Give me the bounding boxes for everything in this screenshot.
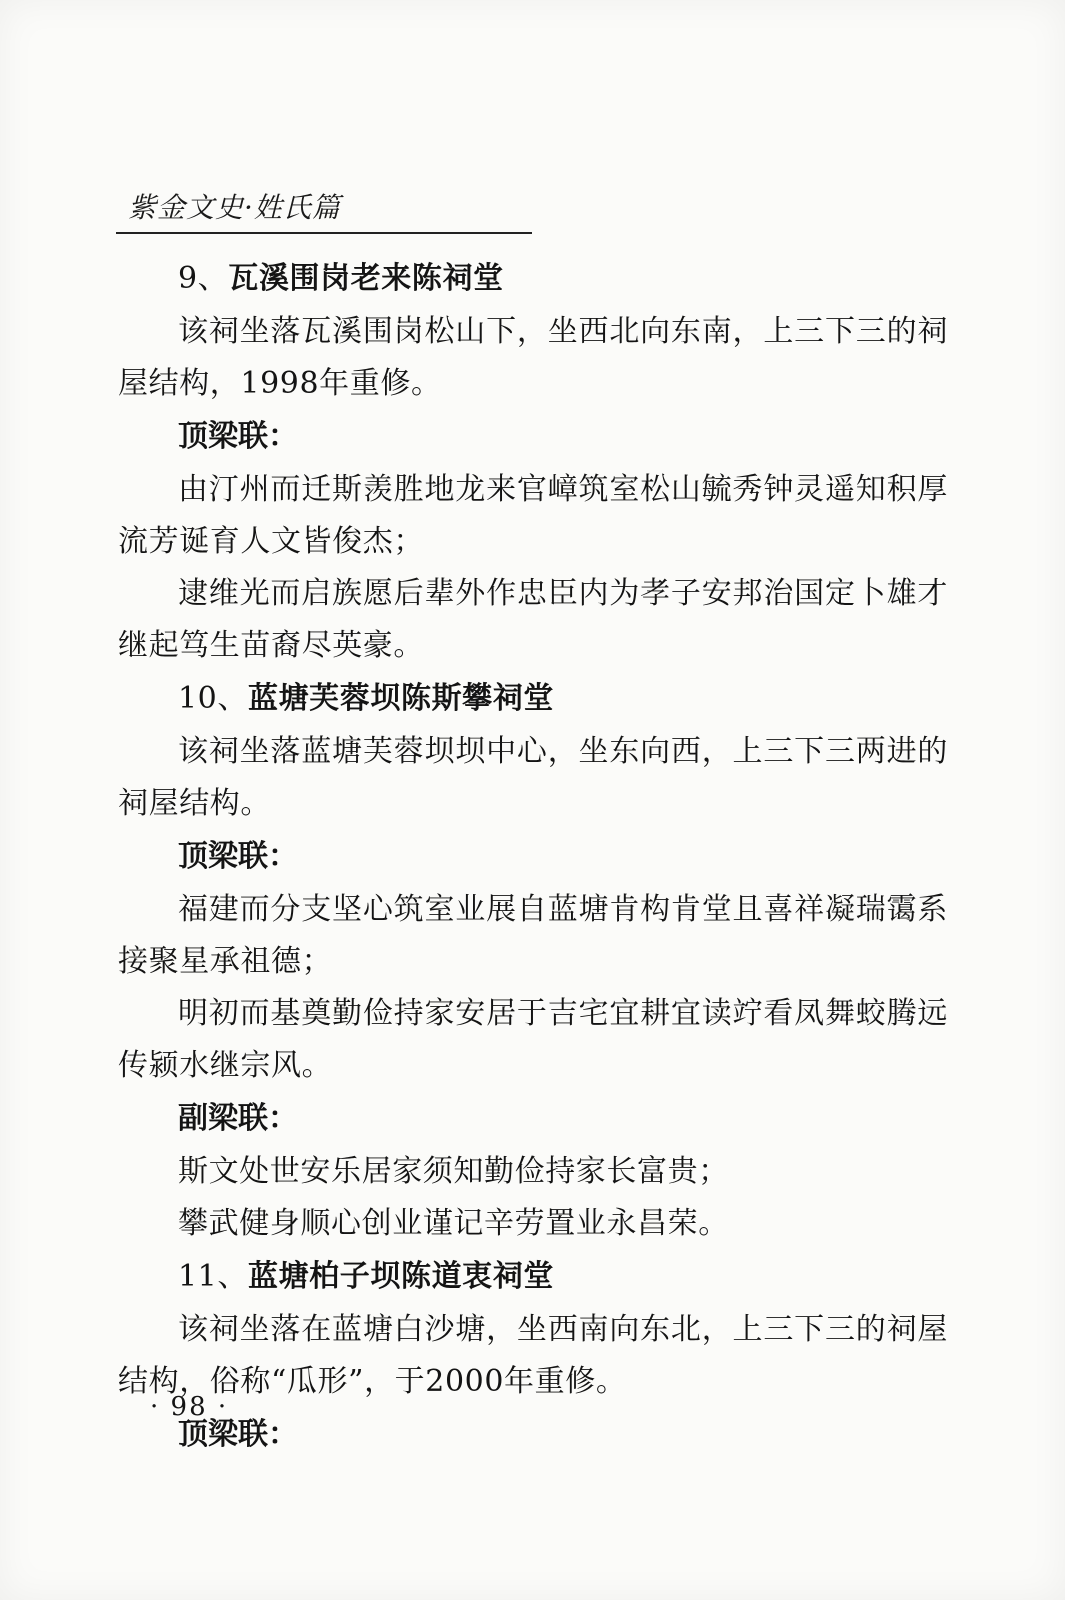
- section-number: 11、: [178, 1259, 248, 1294]
- couplet-line: 明初而基奠勤俭持家安居于吉宅宜耕宜读竚看凤舞蛟腾远传颍水继宗风。: [118, 996, 948, 1083]
- section-number: 9、: [178, 261, 229, 296]
- running-head: 紫金文史·姓氏篇: [128, 191, 341, 224]
- section-title: 蓝塘柏子坝陈道衷祠堂: [247, 1259, 554, 1294]
- couplet-line: 斯文处世安乐居家须知勤俭持家长富贵；: [178, 1154, 729, 1189]
- couplet-line: 逮维光而启族愿后辈外作忠臣内为孝子安邦治国定卜雄才继起笃生苗裔尽英豪。: [118, 576, 948, 663]
- couplet-line: 福建而分支坚心筑室业展自蓝塘肯构肯堂且喜祥凝瑞霭系接聚星承祖德；: [118, 892, 948, 979]
- section-heading: [118, 252, 948, 306]
- header-rule: [116, 232, 532, 234]
- page-number: · 98 ·: [150, 1392, 229, 1422]
- couplet-label: 顶梁联：: [178, 839, 298, 874]
- section-title: 蓝塘芙蓉坝陈斯攀祠堂: [247, 681, 554, 716]
- section-heading: [118, 672, 948, 726]
- page-body: [118, 252, 948, 1462]
- section-heading: [118, 1250, 948, 1304]
- couplet-line: 攀武健身顺心创业谨记辛劳置业永昌荣。: [178, 1206, 729, 1241]
- section-title: 瓦溪围岗老来陈祠堂: [228, 261, 504, 296]
- couplet-label: 顶梁联：: [178, 1417, 298, 1452]
- section-description: 该祠坐落在蓝塘白沙塘，坐西南向东北，上三下三的祠屋结构，俗称“瓜形”，于2000年重修。: [118, 1312, 948, 1399]
- couplet-label: 副梁联：: [178, 1101, 298, 1136]
- couplet-line: 由汀州而迁斯羡胜地龙来官嶂筑室松山毓秀钟灵遥知积厚流芳诞育人文皆俊杰；: [118, 472, 948, 559]
- section-description: 该祠坐落蓝塘芙蓉坝坝中心，坐东向西，上三下三两进的祠屋结构。: [118, 734, 948, 821]
- section-description: 该祠坐落瓦溪围岗松山下，坐西北向东南，上三下三的祠屋结构，1998年重修。: [118, 314, 948, 401]
- couplet-label: 顶梁联：: [178, 419, 298, 454]
- section-number: 10、: [178, 681, 248, 716]
